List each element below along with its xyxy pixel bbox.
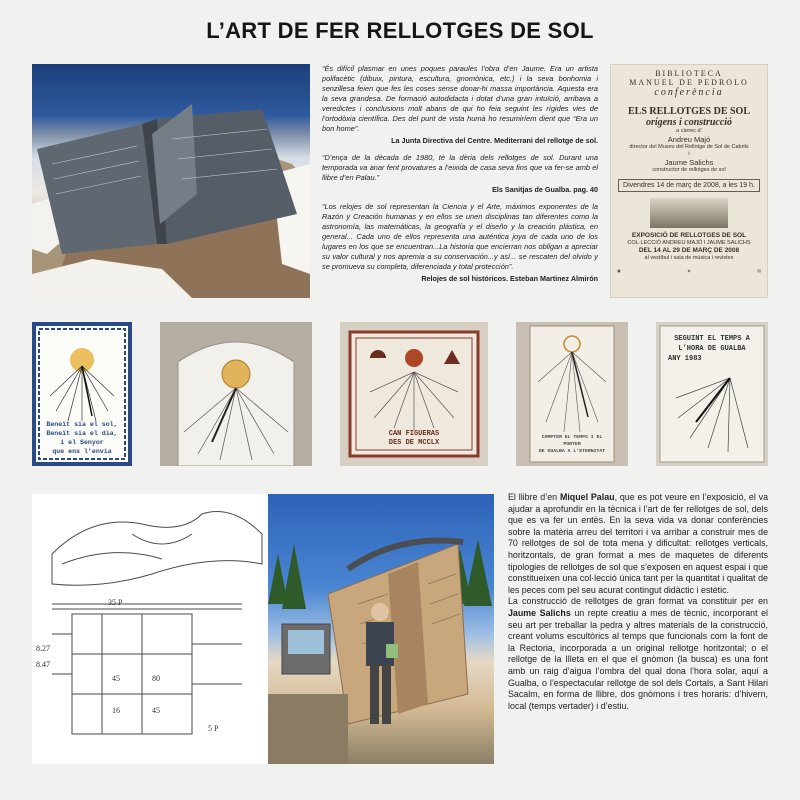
quote-source: Els Sanitjas de Gualba. pag. 40: [492, 185, 598, 194]
sketch-label: 8.27: [36, 644, 50, 653]
poster-speaker-role: constructor de rellotges de sol: [652, 167, 726, 173]
body-text-run: , que es pot veure en l’exposició, el va ajudar a aprofundir en la tècnica i l’art de fer rellotges de sol, dels que es va fer un entès. En la seva vida va donar conferències sobre la matèria arreu del territori i va arribar a construir mes de 70 rellotges de sol de tota mena y dificultat: rellotges verticals, horitzontals, de gran format a mes de maquetes de diferents tipologies de rellotges de sol que s’exposen en aquest espai i que constitueixen una col·lecció única tant per la quantitat i qualitat de les peces com pel seu acurat contingut didàctic i estètic.: [508, 492, 769, 595]
poster-speaker: Andreu Majó: [667, 135, 711, 144]
sundial-sketch: [32, 494, 268, 764]
logo-icon: ◈: [687, 268, 691, 273]
poster-expo-place: al vestíbul i sala de música i revistes: [644, 255, 734, 261]
sundial-photo-tiled: [32, 322, 132, 466]
quote-text: “És difícil plasmar en unes poques paraules l’obra d’en Jaume. Era un artista polifacètic (dibuix, pintura, escultura, gnomònica, etc.) i la seva bonhomia i senzillesa feien que fes les coses sense donar-hi massa importància. Aquesta era la seva grandesa. De formació autodidacta i dotat d’una gran intuïció, arribava a veredictes i conclusions molt abans de qui ho feia seguint les rígides vies de l’ortodòxia científica. Des del punt de vista humà ho resumiríem dient que “Era un bon home”.: [322, 64, 598, 133]
dial-motto-line: SEGUINT EL TEMPS A: [674, 335, 750, 343]
body-text-run: La construcció de rellotges de gran format va constituir per en: [508, 596, 768, 607]
poster-library: BIBLIOTECA: [655, 69, 723, 78]
dial-motto-line: Beneït sia el dia,: [46, 430, 118, 437]
dial-motto-line: CAN FIGUERAS: [388, 430, 440, 438]
monumental-sundial-photo: [268, 494, 494, 764]
dial-motto-line: COMPTEM EL TEMPS I EL PORTEM: [541, 435, 603, 447]
logo-icon: ▤: [757, 268, 761, 273]
poster-and: i: [688, 151, 690, 157]
sketch-label: 45: [152, 706, 160, 715]
body-text: [508, 492, 768, 792]
poster-library-name: MANUEL DE PEDROLO: [629, 78, 749, 87]
poster-photo: [650, 198, 728, 228]
sketch-label: 35 P: [108, 598, 123, 607]
sundial-photo-tall: [516, 322, 628, 466]
poster-conference: conferència: [654, 87, 724, 98]
body-bold-name: Miquel Palau: [559, 492, 615, 502]
sketch-label: 45: [112, 674, 120, 683]
sundial-photo-arched: [160, 322, 312, 466]
sketch-label: 8.47: [36, 660, 50, 669]
dial-motto-line: i el Senyor: [60, 439, 104, 446]
quote-source: La Junta Directiva del Centre. Mediterrani del rellotge de sol.: [391, 136, 598, 145]
quote-text: “Los relojes de sol representan la Ciencia y el Arte, máximos exponentes de la Razón y Creación humanas y en ellos se unen disciplinas tan diferentes como la astronomía, las matemáticas, la geografía y el diseño y la creación plástica, en general... Cada uno de ellos representa una auténtica joya de cada uno de los lugares en los que se encuentran...La historia que encierran nos obligan a apreciar su valor cultural y nos apremia a su conservación...y así... se rescaten del olvido y se promueva su completa, diferenciada y total protección”.: [322, 202, 598, 271]
body-paragraph: [508, 492, 768, 596]
poster-heading: ELS RELLOTGES DE SOL: [628, 106, 750, 117]
sundial-photo-gualba: [656, 322, 768, 466]
sketch-label: 5 P: [208, 724, 219, 733]
poster-date: Divendres 14 de març de 2008, a les 19 h.: [618, 179, 760, 192]
book-sundial-photo: [32, 64, 310, 298]
page-title: L’ART DE FER RELLOTGES DE SOL: [206, 18, 594, 43]
dial-motto-line: Beneït sia el sol,: [46, 421, 118, 428]
quotes-column: [322, 64, 598, 304]
poster-subheading: orígens i construcció: [645, 117, 733, 128]
sketch-label: 16: [112, 706, 120, 715]
conference-poster: [610, 64, 768, 298]
poster-by: a càrrec d’: [676, 128, 702, 134]
sundial-photo-square: [340, 322, 488, 466]
body-paragraph: [508, 596, 768, 712]
poster-logos: [611, 262, 767, 273]
logo-icon: ▣: [617, 268, 621, 273]
poster-expo-dates: DEL 14 AL 29 DE MARÇ DE 2008: [638, 247, 740, 254]
body-bold-name: Jaume Salichs: [508, 607, 571, 618]
dial-motto-line: L’HORA DE GUALBA: [678, 345, 746, 353]
poster-speaker-role: director del Museu del Rellotge de Sol de Cabrils: [629, 144, 749, 150]
dial-motto-line: DES DE MCCLX: [388, 439, 440, 447]
quote-source: Relojes de sol históricos. Esteban Martinez Almirón: [421, 274, 598, 283]
poster-expo: EXPOSICIÓ DE RELLOTGES DE SOL: [631, 232, 747, 239]
dial-motto-line: que ens l’envia: [52, 448, 112, 455]
dial-motto-line: ANY 1983: [668, 355, 702, 363]
sketch-label: 80: [152, 674, 160, 683]
dial-motto-line: DE GUALBA A L’ETERNITAT: [538, 449, 606, 454]
poster-expo-collection: COL·LECCIÓ ANDREU MAJÓ I JAUME SALICHS: [627, 240, 751, 246]
body-text-run: un repte creatiu a mes de tècnic, incorporant el seu art per treballar la pedra y altres materials de la construcció, creant volums escultòrics al temps que funcionals com la font de la Rectoria, incorporada a un original rellotge horitzontal; o el rellotge de la Illeta en el que el gnòmon (la busca) es una font amb un raig d’aigua l’ombra del qual dona l’hora solar, aquí a Gualba, o l’espectacular rellotge de sol dels Cortals, a Sant Hilari Sacalm, en forma de llibre, dos gnòmons i tres horaris: d’hivern, local (temps vertader) i d’estiu.: [508, 607, 769, 711]
quote-text: “D’ença de la dècada de 1980, tè la dèria dels rellotges de sol. Durant una temporada va anar fent provatures a l’eixida de casa seva fins que va fer-se amb el llibre d’en Palau.”: [322, 153, 598, 182]
poster-speaker: Jaume Salichs: [664, 158, 714, 167]
body-text-run: El llibre d’en: [508, 492, 560, 502]
